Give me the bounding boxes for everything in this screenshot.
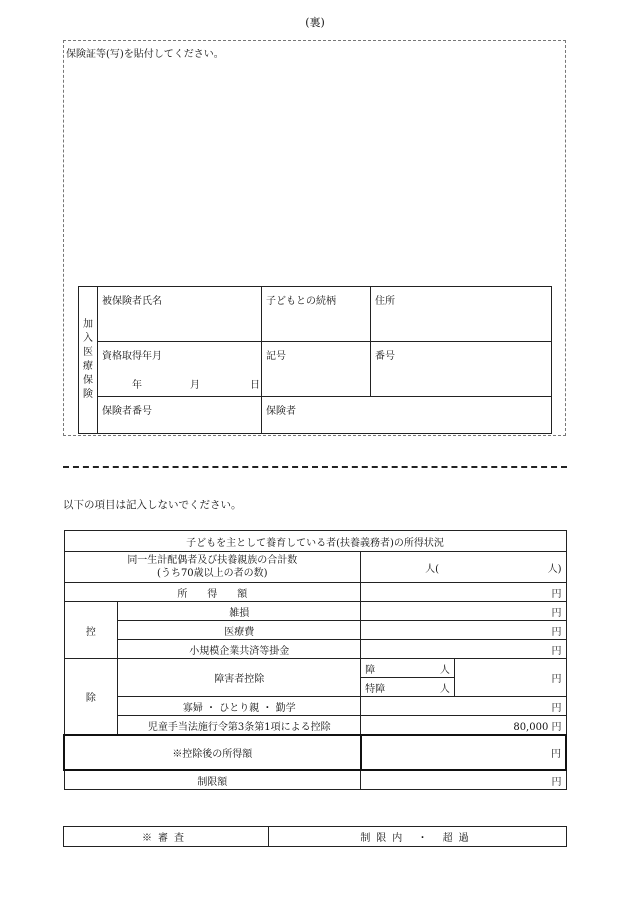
casualty-label: 雑損 — [118, 602, 361, 621]
insured-name-cell: 被保険者氏名 — [98, 287, 262, 342]
insurance-side-label: 加 入 医 療 保 険 — [79, 287, 98, 434]
income-label: 所 得 額 — [64, 583, 361, 602]
widow-value: 円 — [361, 697, 566, 716]
casualty-value: 円 — [361, 602, 566, 621]
dependents-value: 人( 人) — [361, 552, 566, 583]
address-cell: 住所 — [371, 287, 552, 342]
cut-line — [63, 466, 567, 468]
acquired-date-cell: 資格取得年月 年 月 日 — [98, 342, 262, 397]
do-not-fill-note: 以下の項目は記入しないでください。 — [63, 499, 242, 511]
deduction-char-1: 控 — [64, 602, 118, 659]
insurer-cell: 保険者 — [262, 397, 552, 434]
review-table — [63, 826, 567, 847]
income-status-table — [63, 530, 567, 790]
review-label: ※審査 — [64, 827, 269, 847]
insurer-number-cell: 保険者番号 — [98, 397, 262, 434]
insurance-info-table — [78, 286, 552, 434]
limit-label: 制限額 — [64, 770, 361, 790]
deduction-char-2: 除 — [64, 659, 118, 736]
income-value: 円 — [361, 583, 566, 602]
medical-value: 円 — [361, 621, 566, 640]
widow-label: 寡婦 ・ ひとり親 ・ 勤学 — [118, 697, 361, 716]
symbol-cell: 記号 — [262, 342, 371, 397]
number-cell: 番号 — [371, 342, 552, 397]
relation-cell: 子どもとの続柄 — [262, 287, 371, 342]
review-result: 制限内 ・ 超過 — [269, 827, 567, 847]
after-deduction-label: ※控除後の所得額 — [64, 735, 361, 770]
disability-value: 円 — [454, 659, 566, 697]
child-allowance-value: 80,000 円 — [361, 716, 566, 736]
child-allowance-label: 児童手当法施行令第3条第1項による控除 — [118, 716, 361, 736]
small-business-label: 小規模企業共済等掛金 — [118, 640, 361, 659]
paste-instruction: 保険証等(写)を貼付してください。 — [66, 49, 224, 60]
disability-b: 特障 人 — [361, 678, 455, 697]
disability-a: 障 人 — [361, 659, 455, 678]
limit-value: 円 — [361, 770, 566, 790]
medical-label: 医療費 — [118, 621, 361, 640]
page-heading: (裏) — [305, 16, 325, 29]
status-title: 子どもを主として養育している者(扶養義務者)の所得状況 — [64, 531, 566, 552]
dependents-label: 同一生計配偶者及び扶養親族の合計数 (うち70歳以上の者の数) — [64, 552, 361, 583]
after-deduction-value: 円 — [361, 735, 566, 770]
disability-label: 障害者控除 — [118, 659, 361, 697]
small-business-value: 円 — [361, 640, 566, 659]
